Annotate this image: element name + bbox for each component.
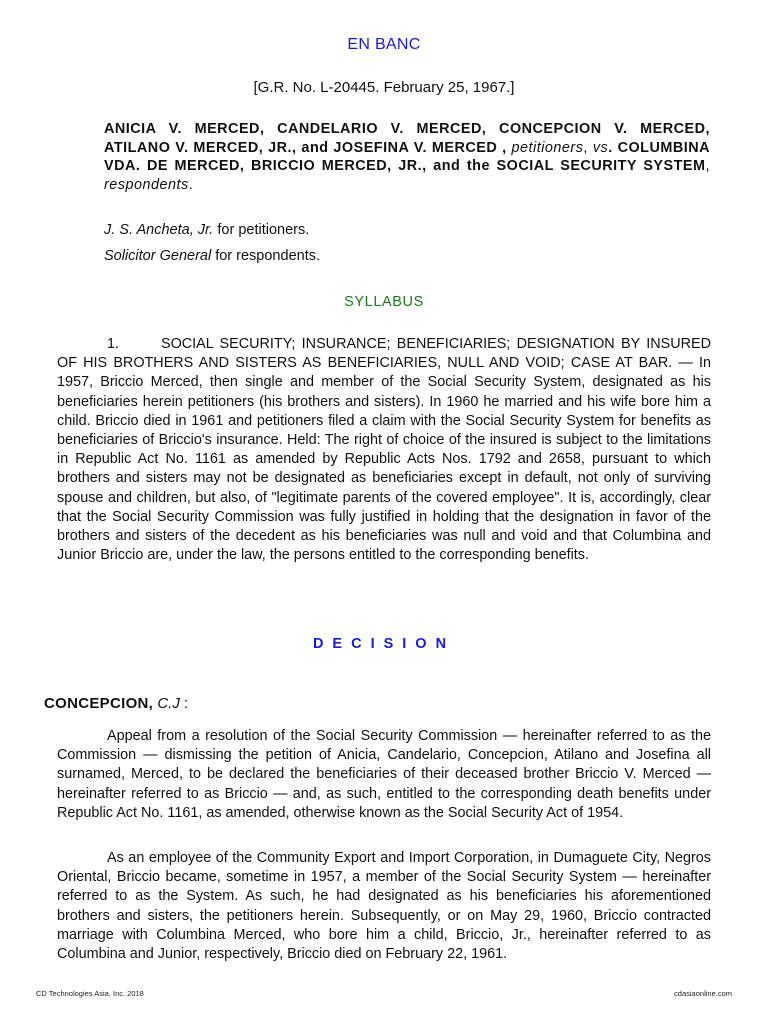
versus-label: vs bbox=[592, 139, 609, 156]
parties-end: . bbox=[188, 176, 194, 193]
syllabus-heading: SYLLABUS bbox=[344, 294, 424, 310]
ponente-colon: : bbox=[179, 695, 189, 712]
parties-separator: , bbox=[583, 139, 593, 156]
ponente-line bbox=[44, 695, 188, 712]
syllabus-item bbox=[57, 335, 711, 565]
respondents-label: respondents bbox=[104, 176, 189, 193]
respondents-counsel-line bbox=[104, 248, 320, 264]
respondents-counsel: Solicitor General bbox=[104, 248, 212, 264]
syllabus-item-text: SOCIAL SECURITY; INSURANCE; BENEFICIARIES; DESIGNATION BY INSURED OF HIS BROTHERS AND SISTERS AS BENEFICIARIES, NULL AND VOID; CASE AT BAR. — In 1957, Briccio Merced, then single and member of the Social Security System, designated as his beneficiaries herein petitioners (his brothers and sisters). In 1960 he married and his wife bore him a child. Briccio died in 1961 and petitioners filed a claim with the Social Security System for benefits as beneficiaries of Briccio's insurance. Held: The right of choice of the insured is subject to the limitations in Republic Act No. 1161 as amended by Republic Acts Nos. 1792 and 2658, pursuant to which brothers and sisters may not be designated as beneficiaries except in default, not only of surviving spouse and children, but also, of "legitimate parents of the covered employee". It is, accordingly, clear that the Social Security Commission was fully justified in holding that the designation in favor of the brothers and sisters of the decedent as his beneficiaries was null and void and that Columbina and Junior Briccio are, under the law, the persons entitled to the corresponding benefits. bbox=[57, 336, 711, 564]
syllabus-item-number: 1. bbox=[107, 336, 120, 352]
case-number: [G.R. No. L-20445. February 25, 1967.] bbox=[253, 79, 515, 96]
petitioners-counsel-suffix: for petitioners. bbox=[213, 222, 310, 238]
respondents-names: COLUMBINA VDA. DE MERCED, BRICCIO MERCED, JR., and the SOCIAL SECURITY SYSTEM bbox=[104, 139, 711, 174]
petitioners-names: ANICIA V. MERCED, CANDELARIO V. MERCED, CONCEPCION V. MERCED, ATILANO V. MERCED, JR., and JOSEFINA V. MERCED , bbox=[104, 121, 710, 156]
ponente-title: C.J bbox=[157, 695, 180, 712]
division-heading: EN BANC bbox=[347, 36, 421, 53]
decision-heading: DECISION bbox=[312, 636, 456, 652]
footer-copyright: CD Technologies Asia, Inc. 2018 bbox=[36, 989, 144, 998]
case-parties bbox=[104, 120, 710, 194]
decision-paragraph: As an employee of the Community Export and Import Corporation, in Dumaguete City, Negros Oriental, Briccio became, sometime in 1957, a member of the Social Security System — hereinafter referred to as the System. As such, he had designated as his beneficiaries his aforementioned brothers and sisters, the petitioners herein. Subsequently, or on May 29, 1960, Briccio contracted marriage with Columbina Merced, who bore him a child, Briccio, Jr., hereinafter referred to as Columbina and Junior, respectively, Briccio died on February 22, 1961. bbox=[57, 850, 711, 963]
petitioners-counsel-line bbox=[104, 222, 309, 238]
petitioners-label: petitioners bbox=[511, 139, 584, 156]
ponente-name: CONCEPCION, bbox=[44, 695, 154, 712]
decision-paragraph: Appeal from a resolution of the Social Security Commission — hereinafter referred to as the Commission — dismissing the petition of Anicia, Candelario, Concepcion, Atilano and Josefina all surnamed, Merced, to be declared the beneficiaries of their deceased brother Briccio V. Merced — hereinafter referred to as Briccio — and, as such, entitled to the corresponding death benefits under Republic Act No. 1161, as amended, otherwise known as the Social Security Act of 1954. bbox=[57, 728, 711, 821]
petitioners-counsel: J. S. Ancheta, Jr. bbox=[104, 222, 214, 238]
respondents-separator: , bbox=[705, 158, 710, 174]
footer-site: cdasiaonline.com bbox=[674, 989, 732, 998]
respondents-counsel-suffix: for respondents. bbox=[211, 248, 321, 264]
versus-dot: . bbox=[608, 139, 618, 156]
